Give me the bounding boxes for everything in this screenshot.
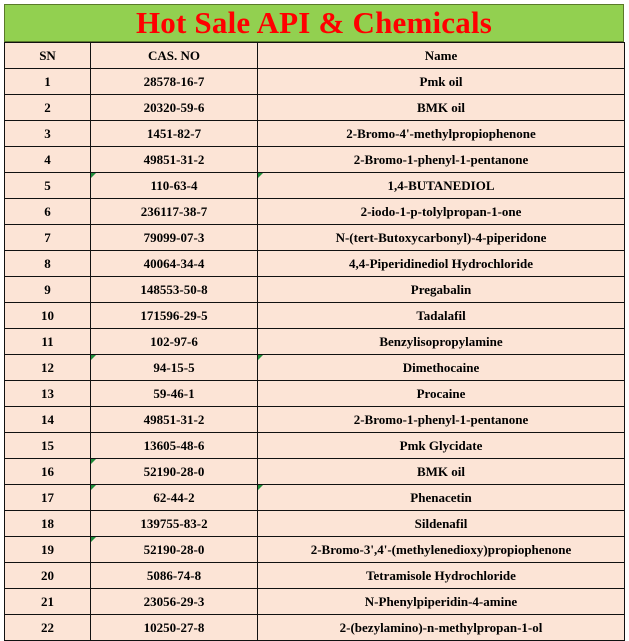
table-row [5, 251, 625, 277]
cell-sn[interactable]: 6 [5, 199, 91, 225]
table-row [5, 329, 625, 355]
cell-cas[interactable]: 139755-83-2 [91, 511, 258, 537]
header-sn[interactable]: SN [5, 43, 91, 69]
cell-cas[interactable]: 110-63-4 [91, 173, 258, 199]
cell-name[interactable]: Dimethocaine [258, 355, 625, 381]
cell-sn[interactable]: 13 [5, 381, 91, 407]
cell-sn[interactable]: 4 [5, 147, 91, 173]
cell-name[interactable]: 2-Bromo-1-phenyl-1-pentanone [258, 407, 625, 433]
cell-cas[interactable]: 79099-07-3 [91, 225, 258, 251]
cell-cas[interactable]: 28578-16-7 [91, 69, 258, 95]
cell-name[interactable]: Tadalafil [258, 303, 625, 329]
cell-name[interactable]: 2-Bromo-4'-methylpropiophenone [258, 121, 625, 147]
table-row [5, 589, 625, 615]
table-row [5, 355, 625, 381]
cell-sn[interactable]: 14 [5, 407, 91, 433]
cell-sn[interactable]: 16 [5, 459, 91, 485]
cell-name[interactable]: Phenacetin [258, 485, 625, 511]
cell-sn[interactable]: 10 [5, 303, 91, 329]
cell-cas[interactable]: 49851-31-2 [91, 407, 258, 433]
chemical-table [4, 42, 625, 641]
cell-name[interactable]: 1,4-BUTANEDIOL [258, 173, 625, 199]
table-row [5, 147, 625, 173]
table-row [5, 173, 625, 199]
cell-sn[interactable]: 2 [5, 95, 91, 121]
cell-name[interactable]: Tetramisole Hydrochloride [258, 563, 625, 589]
table-row [5, 511, 625, 537]
cell-cas[interactable]: 52190-28-0 [91, 459, 258, 485]
cell-cas[interactable]: 236117-38-7 [91, 199, 258, 225]
table-row [5, 563, 625, 589]
table-row [5, 303, 625, 329]
table-row [5, 459, 625, 485]
table-row [5, 485, 625, 511]
cell-sn[interactable]: 1 [5, 69, 91, 95]
cell-sn[interactable]: 22 [5, 615, 91, 641]
cell-sn[interactable]: 18 [5, 511, 91, 537]
table-row [5, 537, 625, 563]
table-row [5, 407, 625, 433]
table-row [5, 121, 625, 147]
cell-cas[interactable]: 1451-82-7 [91, 121, 258, 147]
table-row [5, 95, 625, 121]
cell-cas[interactable]: 148553-50-8 [91, 277, 258, 303]
table-row [5, 69, 625, 95]
table-row [5, 381, 625, 407]
cell-cas[interactable]: 49851-31-2 [91, 147, 258, 173]
table-row [5, 433, 625, 459]
cell-sn[interactable]: 9 [5, 277, 91, 303]
cell-name[interactable]: 2-Bromo-1-phenyl-1-pentanone [258, 147, 625, 173]
table-row [5, 199, 625, 225]
cell-name[interactable]: BMK oil [258, 459, 625, 485]
cell-name[interactable]: Pmk oil [258, 69, 625, 95]
title-banner [4, 4, 624, 42]
header-name[interactable]: Name [258, 43, 625, 69]
table-row [5, 225, 625, 251]
cell-sn[interactable]: 3 [5, 121, 91, 147]
cell-cas[interactable]: 52190-28-0 [91, 537, 258, 563]
cell-sn[interactable]: 11 [5, 329, 91, 355]
cell-sn[interactable]: 17 [5, 485, 91, 511]
cell-cas[interactable]: 94-15-5 [91, 355, 258, 381]
cell-name[interactable]: Pregabalin [258, 277, 625, 303]
cell-sn[interactable]: 19 [5, 537, 91, 563]
cell-sn[interactable]: 15 [5, 433, 91, 459]
cell-cas[interactable]: 5086-74-8 [91, 563, 258, 589]
cell-name[interactable]: 4,4-Piperidinediol Hydrochloride [258, 251, 625, 277]
cell-cas[interactable]: 59-46-1 [91, 381, 258, 407]
cell-cas[interactable]: 62-44-2 [91, 485, 258, 511]
cell-name[interactable]: 2-Bromo-3',4'-(methylenedioxy)propiophenone [258, 537, 625, 563]
header-cas[interactable]: CAS. NO [91, 43, 258, 69]
cell-name[interactable]: Procaine [258, 381, 625, 407]
cell-name[interactable]: N-Phenylpiperidin-4-amine [258, 589, 625, 615]
page-title: Hot Sale API & Chemicals [135, 5, 493, 40]
cell-name[interactable]: 2-iodo-1-p-tolylpropan-1-one [258, 199, 625, 225]
cell-name[interactable]: Benzylisopropylamine [258, 329, 625, 355]
cell-cas[interactable]: 171596-29-5 [91, 303, 258, 329]
cell-cas[interactable]: 13605-48-6 [91, 433, 258, 459]
cell-name[interactable]: Pmk Glycidate [258, 433, 625, 459]
header-row [5, 43, 625, 69]
cell-name[interactable]: 2-(bezylamino)-n-methylpropan-1-ol [258, 615, 625, 641]
cell-cas[interactable]: 23056-29-3 [91, 589, 258, 615]
cell-sn[interactable]: 12 [5, 355, 91, 381]
cell-cas[interactable]: 40064-34-4 [91, 251, 258, 277]
cell-name[interactable]: N-(tert-Butoxycarbonyl)-4-piperidone [258, 225, 625, 251]
table-row [5, 615, 625, 641]
table-row [5, 277, 625, 303]
cell-sn[interactable]: 7 [5, 225, 91, 251]
cell-sn[interactable]: 20 [5, 563, 91, 589]
cell-sn[interactable]: 5 [5, 173, 91, 199]
cell-cas[interactable]: 10250-27-8 [91, 615, 258, 641]
cell-name[interactable]: BMK oil [258, 95, 625, 121]
cell-name[interactable]: Sildenafil [258, 511, 625, 537]
cell-sn[interactable]: 8 [5, 251, 91, 277]
spreadsheet-sheet [4, 4, 624, 639]
cell-sn[interactable]: 21 [5, 589, 91, 615]
cell-cas[interactable]: 102-97-6 [91, 329, 258, 355]
cell-cas[interactable]: 20320-59-6 [91, 95, 258, 121]
